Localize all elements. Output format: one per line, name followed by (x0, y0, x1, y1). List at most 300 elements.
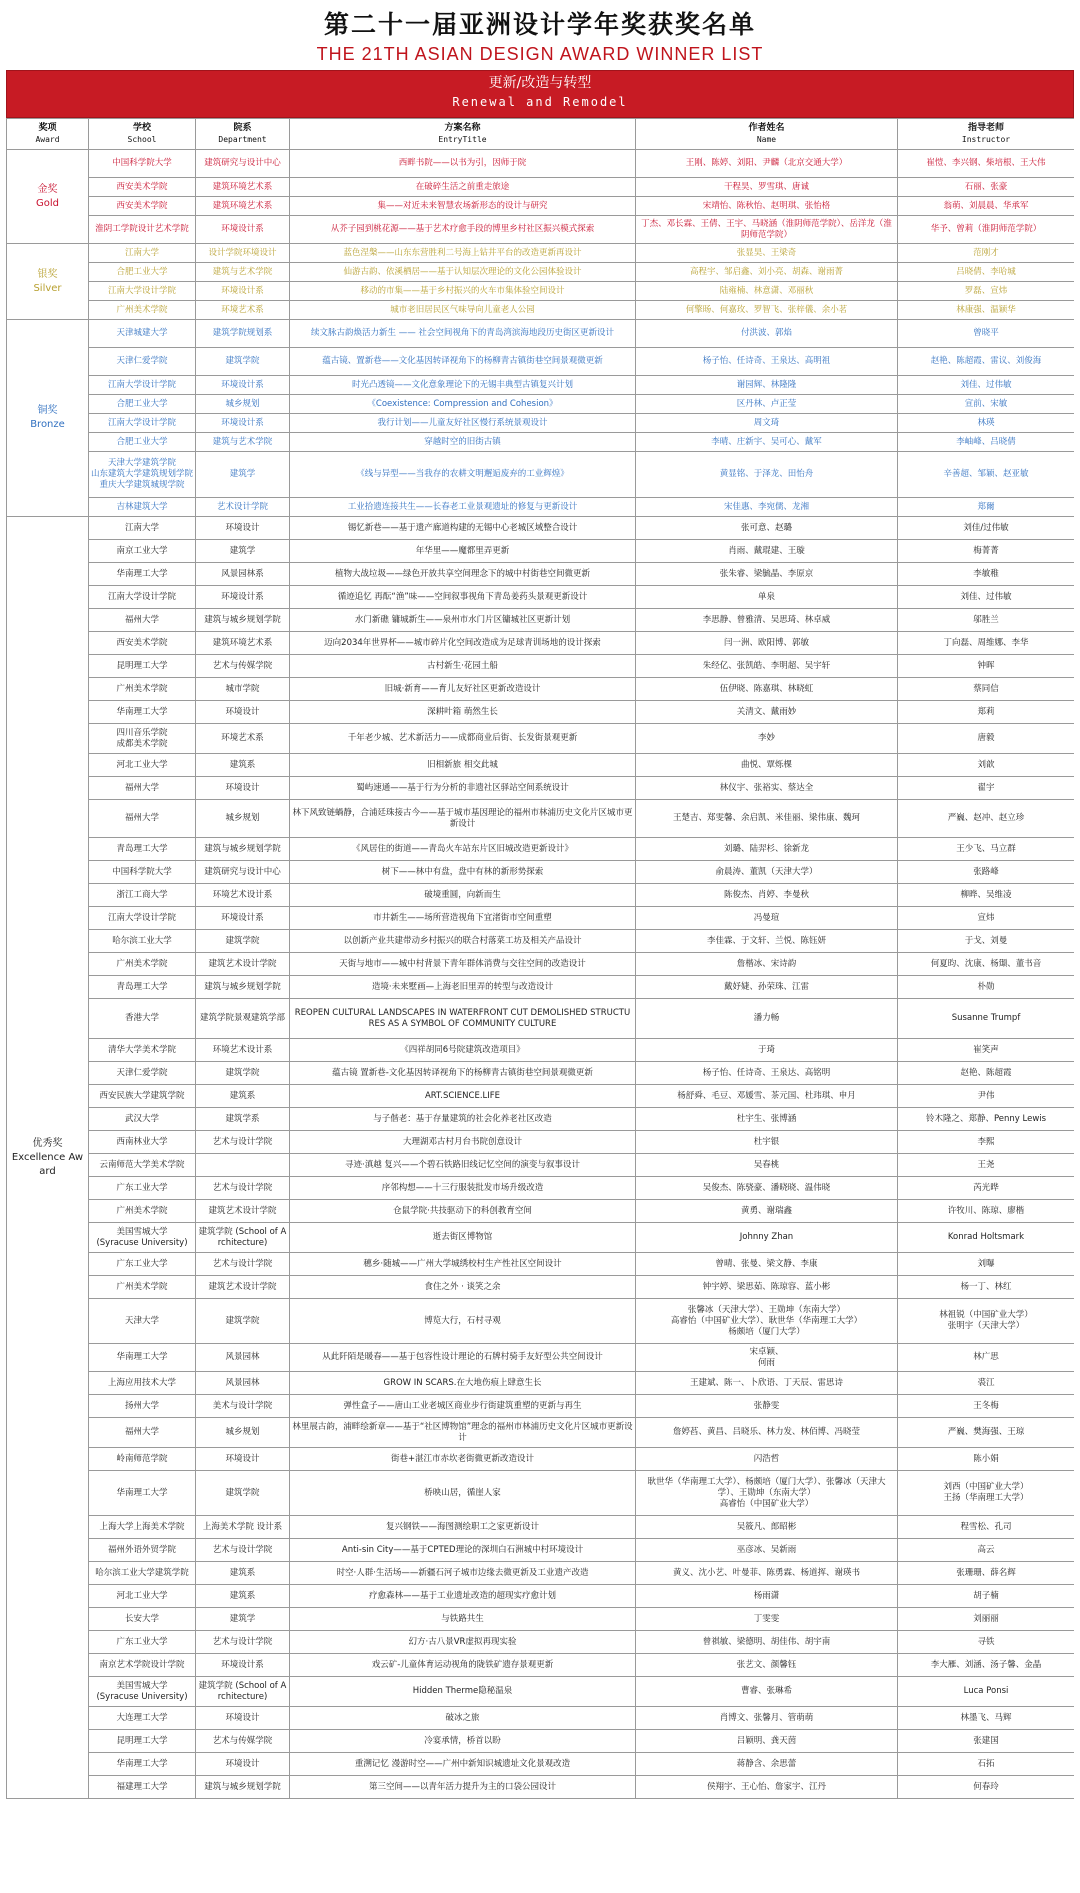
entry-title-cell: 旧城·新育——育儿友好社区更新改造设计 (290, 678, 636, 701)
school-cell: 华南理工大学 (89, 701, 196, 724)
instructor-cell: Konrad Holtsmark (898, 1223, 1075, 1253)
entry-title-cell: 植物大战垃圾——绿色开放共享空间理念下的城中村街巷空间微更新 (290, 563, 636, 586)
author-names-cell: 干程昊、罗雪琪、唐诚 (636, 178, 898, 197)
entry-title-cell: 仓鼠学院·共技驱动下的科创教育空间 (290, 1200, 636, 1223)
instructor-cell: 王少飞、马立群 (898, 838, 1075, 861)
school-cell: 广州美术学院 (89, 678, 196, 701)
entry-title-cell: 千年老少城、艺术新活力——成都商业后街、长发街景观更新 (290, 724, 636, 754)
author-names-cell: 李晴、庄新宇、吴可心、戴军 (636, 433, 898, 452)
department-cell: 建筑艺术设计学院 (196, 953, 290, 976)
table-row (7, 517, 1075, 540)
entry-title-cell: GROW IN SCARS.在大地伤痕上肆意生长 (290, 1372, 636, 1395)
school-cell: 淮阴工学院设计艺术学院 (89, 216, 196, 244)
entry-title-cell: 蓝色涅槃——山东东营胜利二号海上钻井平台的改造更新再设计 (290, 244, 636, 263)
award-cell (7, 517, 89, 1799)
instructor-cell: 陈小娟 (898, 1448, 1075, 1471)
department-cell: 建筑环境艺术系 (196, 178, 290, 197)
entry-title-cell: 工业拾遗连接共生——长春老工业景观遗址的修复与更新设计 (290, 498, 636, 517)
entry-title-cell: 造境·未来墅画—上海老旧里弄的转型与改造设计 (290, 976, 636, 999)
table-row (7, 1154, 1075, 1177)
department-cell: 建筑研究与设计中心 (196, 861, 290, 884)
school-cell: 江南大学设计学院 (89, 907, 196, 930)
entry-title-cell: 古村新生·花园土船 (290, 655, 636, 678)
department-cell: 建筑研究与设计中心 (196, 150, 290, 178)
table-row (7, 1395, 1075, 1418)
award-cell (7, 320, 89, 517)
instructor-cell: 曾晓平 (898, 320, 1075, 348)
school-cell: 中国科学院大学 (89, 861, 196, 884)
department-cell: 环境设计 (196, 1448, 290, 1471)
department-cell: 建筑学 (196, 540, 290, 563)
department-cell: 风景园林 (196, 1372, 290, 1395)
school-cell: 青岛理工大学 (89, 838, 196, 861)
department-cell: 建筑环境艺术系 (196, 197, 290, 216)
department-cell: 艺术与设计学院 (196, 1631, 290, 1654)
author-names-cell: Johnny Zhan (636, 1223, 898, 1253)
entry-title-cell: 城市老旧居民区气味导向儿童老人公园 (290, 301, 636, 320)
instructor-cell: 赵艳、陈超霞 (898, 1062, 1075, 1085)
author-names-cell: 侯翔宇、王心怡、詹家宇、江丹 (636, 1776, 898, 1799)
author-names-cell: 宋卓颖、 何雨 (636, 1344, 898, 1372)
instructor-cell: 吕晓倩、李哈城 (898, 263, 1075, 282)
department-cell: 艺术与设计学院 (196, 1131, 290, 1154)
instructor-cell: 蔡同信 (898, 678, 1075, 701)
table-row (7, 586, 1075, 609)
entry-title-cell: 破冰之旅 (290, 1707, 636, 1730)
instructor-cell: 高云 (898, 1539, 1075, 1562)
instructor-cell: 梅菁菁 (898, 540, 1075, 563)
author-names-cell: 周文琦 (636, 414, 898, 433)
table-row (7, 540, 1075, 563)
department-cell: 建筑系 (196, 754, 290, 777)
author-names-cell: 吴春桃 (636, 1154, 898, 1177)
instructor-cell: 许牧川、陈琼、廖楷 (898, 1200, 1075, 1223)
school-cell: 合肥工业大学 (89, 395, 196, 414)
department-cell: 建筑学 (196, 452, 290, 498)
table-row (7, 1608, 1075, 1631)
table-row (7, 1471, 1075, 1516)
instructor-cell: 王尧 (898, 1154, 1075, 1177)
entry-title-cell: 从芥子园到桃花源——基于艺术疗愈手段的博里乡村社区振兴模式探索 (290, 216, 636, 244)
instructor-cell: 张路峰 (898, 861, 1075, 884)
department-cell: 环境设计 (196, 517, 290, 540)
table-row (7, 1677, 1075, 1707)
instructor-cell: 石拓 (898, 1753, 1075, 1776)
entry-title-cell: 集——对近未来智慧农场新形态的设计与研究 (290, 197, 636, 216)
entry-title-cell: 西畔书院——以书为引，因师于院 (290, 150, 636, 178)
table-row (7, 678, 1075, 701)
column-header-name: 作者姓名 Name (636, 119, 898, 150)
department-cell: 建筑系 (196, 1085, 290, 1108)
author-names-cell: 王楚吉、郑雯馨、余启凯、米佳丽、梁伟康、魏珂 (636, 800, 898, 838)
school-cell: 福州大学 (89, 1418, 196, 1448)
author-names-cell: 张显昊、王梁奇 (636, 244, 898, 263)
school-cell: 天津城建大学 (89, 320, 196, 348)
table-row (7, 197, 1075, 216)
instructor-cell: 丁向磊、周维娜、李华 (898, 632, 1075, 655)
entry-title-cell: ART.SCIENCE.LIFE (290, 1085, 636, 1108)
column-header-department: 院系 Department (196, 119, 290, 150)
instructor-cell: 石丽、张豪 (898, 178, 1075, 197)
department-cell: 建筑与城乡规划学院 (196, 838, 290, 861)
author-names-cell: 冯曼瑄 (636, 907, 898, 930)
author-names-cell: 于琦 (636, 1039, 898, 1062)
entry-title-cell: Hidden Therme隐秘温泉 (290, 1677, 636, 1707)
school-cell: 天津仁爱学院 (89, 1062, 196, 1085)
author-names-cell: 杨子怡、任诗奇、王泉达、高明祖 (636, 348, 898, 376)
instructor-cell: 李大雁、刘涵、汤子馨、金晶 (898, 1654, 1075, 1677)
table-row (7, 320, 1075, 348)
department-cell: 环境设计系 (196, 216, 290, 244)
instructor-cell: 何夏昀、沈康、杨颋、董书音 (898, 953, 1075, 976)
author-names-cell: 潘力畅 (636, 999, 898, 1039)
department-cell: 建筑系 (196, 1562, 290, 1585)
department-cell: 环境设计 (196, 1753, 290, 1776)
table-row (7, 178, 1075, 197)
author-names-cell: 蒋静含、余思蕾 (636, 1753, 898, 1776)
author-names-cell: 詹婷萏、黄昌、吕晓乐、林力发、林佰博、冯晓莹 (636, 1418, 898, 1448)
school-cell: 福州大学 (89, 800, 196, 838)
department-cell: 城乡规划 (196, 800, 290, 838)
entry-title-cell: 《Coexistence: Compression and Cohesion》 (290, 395, 636, 414)
school-cell: 广州美术学院 (89, 1200, 196, 1223)
school-cell: 吉林建筑大学 (89, 498, 196, 517)
instructor-cell: 柳晔、吴维凌 (898, 884, 1075, 907)
department-cell: 环境艺术系 (196, 724, 290, 754)
winner-table (6, 118, 1074, 1799)
school-cell: 天津仁爱学院 (89, 348, 196, 376)
table-row (7, 1131, 1075, 1154)
author-names-cell: 吴俊杰、陈骁豪、潘晓晓、温伟晓 (636, 1177, 898, 1200)
entry-title-cell: 仙游古韵、依溪栖居——基于认知层次理论的文化公园体验设计 (290, 263, 636, 282)
department-cell: 城市学院 (196, 678, 290, 701)
entry-title-cell: 与子偕老：基于存量建筑的社会化养老社区改造 (290, 1108, 636, 1131)
department-cell: 城乡规划 (196, 1418, 290, 1448)
column-header-school: 学校 School (89, 119, 196, 150)
table-row (7, 263, 1075, 282)
entry-title-cell: 天街与地市——城中村背景下青年群体消费与交往空间的改造设计 (290, 953, 636, 976)
table-row (7, 1776, 1075, 1799)
school-cell: 广州美术学院 (89, 1276, 196, 1299)
instructor-cell: 李岫峰、吕晓倩 (898, 433, 1075, 452)
department-cell: 建筑与艺术学院 (196, 263, 290, 282)
entry-title-cell: 蕴古镜 置新巷-文化基因转译视角下的杨柳青古镇街巷空间景观微更新 (290, 1062, 636, 1085)
school-cell: 西南林业大学 (89, 1131, 196, 1154)
table-row (7, 1448, 1075, 1471)
table-row (7, 1085, 1075, 1108)
instructor-cell: 刘丽丽 (898, 1608, 1075, 1631)
department-cell: 环境设计 (196, 701, 290, 724)
instructor-cell: 程雪松、孔司 (898, 1516, 1075, 1539)
entry-title-cell: 穗乡·随城——广州大学城绣校村生产性社区空间设计 (290, 1253, 636, 1276)
entry-title-cell: 大理湖邓古村月台书院创意设计 (290, 1131, 636, 1154)
instructor-cell: 林瑛 (898, 414, 1075, 433)
school-cell: 华南理工大学 (89, 563, 196, 586)
author-names-cell: 高程宇、邹启鑫、刘小亮、胡森、谢雨菁 (636, 263, 898, 282)
department-cell: 建筑学院 (School of Architecture) (196, 1223, 290, 1253)
table-row (7, 953, 1075, 976)
instructor-cell: 于戈、刘曼 (898, 930, 1075, 953)
author-names-cell: 吕颖明、龚天茵 (636, 1730, 898, 1753)
author-names-cell: 杨雨潇 (636, 1585, 898, 1608)
category-title: 更新/改造与转型 (488, 75, 592, 91)
school-cell: 江南大学设计学院 (89, 414, 196, 433)
table-row (7, 1516, 1075, 1539)
table-row (7, 701, 1075, 724)
table-row (7, 1062, 1075, 1085)
author-names-cell: 王刚、陈婷、刘阳、尹麟（北京交通大学） (636, 150, 898, 178)
author-names-cell: 陈俊杰、肖婷、李曼秋 (636, 884, 898, 907)
department-cell: 环境设计系 (196, 1654, 290, 1677)
instructor-cell: 范刚才 (898, 244, 1075, 263)
school-cell: 大连理工大学 (89, 1707, 196, 1730)
author-names-cell: 何擎旸、何嘉玫、罗智飞、张梓儀、余小茗 (636, 301, 898, 320)
department-cell: 风景园林系 (196, 563, 290, 586)
award-label-en: Silver (33, 282, 62, 294)
author-names-cell: 钟宇婷、梁思茹、陈琼容、蓝小彬 (636, 1276, 898, 1299)
table-row (7, 395, 1075, 414)
department-cell: 艺术与设计学院 (196, 1253, 290, 1276)
table-row (7, 838, 1075, 861)
department-cell: 环境艺术系 (196, 301, 290, 320)
department-cell: 城乡规划 (196, 395, 290, 414)
table-row (7, 754, 1075, 777)
author-names-cell: 巫彦冰、吴新雨 (636, 1539, 898, 1562)
instructor-cell: 刘西（中国矿业大学） 王扬（华南理工大学） (898, 1471, 1075, 1516)
instructor-cell: 林康强、温颖华 (898, 301, 1075, 320)
table-row (7, 348, 1075, 376)
table-row (7, 1276, 1075, 1299)
instructor-cell: 张建国 (898, 1730, 1075, 1753)
school-cell: 上海应用技术大学 (89, 1372, 196, 1395)
entry-title-cell: 在破碎生活之前重走旅途 (290, 178, 636, 197)
instructor-cell: 林祖锐（中国矿业大学） 张明宇（天津大学） (898, 1299, 1075, 1344)
author-names-cell: 杜宇生、张博涵 (636, 1108, 898, 1131)
department-cell: 建筑艺术设计学院 (196, 1200, 290, 1223)
author-names-cell: 杜宇银 (636, 1131, 898, 1154)
author-names-cell: 林仪宇、张裕实、蔡达全 (636, 777, 898, 800)
author-names-cell: 吴筱凡、郎昭彬 (636, 1516, 898, 1539)
school-cell: 福州外语外贸学院 (89, 1539, 196, 1562)
instructor-cell: 郑爾 (898, 498, 1075, 517)
school-cell: 华南理工大学 (89, 1471, 196, 1516)
school-cell: 西安美术学院 (89, 632, 196, 655)
author-names-cell: 曾晴、张曼、梁文静、李康 (636, 1253, 898, 1276)
entry-title-cell: 旧相新旅 相交此城 (290, 754, 636, 777)
page (6, 0, 1074, 1893)
school-cell: 江南大学 (89, 517, 196, 540)
department-cell: 美术与设计学院 (196, 1395, 290, 1418)
author-names-cell: 曹睿、张琳希 (636, 1677, 898, 1707)
author-names-cell: 李妙 (636, 724, 898, 754)
school-cell: 南京艺术学院设计学院 (89, 1654, 196, 1677)
entry-title-cell: 年华里——魔都里弄更新 (290, 540, 636, 563)
school-cell: 天津大学 (89, 1299, 196, 1344)
entry-title-cell: 移动的市集——基于乡村振兴的火车市集体验空间设计 (290, 282, 636, 301)
school-cell: 江南大学设计学院 (89, 586, 196, 609)
author-names-cell: 丁雯雯 (636, 1608, 898, 1631)
instructor-cell: 林广思 (898, 1344, 1075, 1372)
instructor-cell: 崔笑声 (898, 1039, 1075, 1062)
school-cell: 四川音乐学院 成都美术学院 (89, 724, 196, 754)
author-names-cell: 张艺文、颜馨钰 (636, 1654, 898, 1677)
instructor-cell: 刘佳、过伟敏 (898, 586, 1075, 609)
table-row (7, 244, 1075, 263)
school-cell: 广州美术学院 (89, 301, 196, 320)
instructor-cell: 郑莉 (898, 701, 1075, 724)
author-names-cell: 杨舒舜、毛豆、邓媛雪、茶元国、杜玮琪、申月 (636, 1085, 898, 1108)
department-cell: 建筑学 (196, 1608, 290, 1631)
entry-title-cell: 第三空间——以青年活力提升为主的口袋公园设计 (290, 1776, 636, 1799)
author-names-cell: 付洪波、郭焰 (636, 320, 898, 348)
school-cell: 昆明理工大学 (89, 655, 196, 678)
author-names-cell: 闫一洲、欧阳博、郭敏 (636, 632, 898, 655)
school-cell: 美国雪城大学 (Syracuse University) (89, 1677, 196, 1707)
instructor-cell: 李熙 (898, 1131, 1075, 1154)
table-row (7, 1299, 1075, 1344)
entry-title-cell: 复兴钢铁——海图测绘职工之家更新设计 (290, 1516, 636, 1539)
entry-title-cell: 食住之外 · 谈笑之余 (290, 1276, 636, 1299)
entry-title-cell: 序邻构想——十三行服装批发市场升级改造 (290, 1177, 636, 1200)
school-cell: 福建理工大学 (89, 1776, 196, 1799)
school-cell: 西安美术学院 (89, 197, 196, 216)
table-row (7, 433, 1075, 452)
entry-title-cell: 循迹追忆 再酝“渔”味——空间叙事视角下青岛姜药头景观更新设计 (290, 586, 636, 609)
instructor-cell: 宣前、宋敏 (898, 395, 1075, 414)
school-cell: 华南理工大学 (89, 1753, 196, 1776)
school-cell: 江南大学 (89, 244, 196, 263)
category-title-en: Renewal and Remodel (452, 95, 628, 109)
school-cell: 哈尔滨工业大学 (89, 930, 196, 953)
instructor-cell: 裘江 (898, 1372, 1075, 1395)
entry-title-cell: 《线与异型——当我存的农耕文明邂逅废弃的工业辉煌》 (290, 452, 636, 498)
entry-title-cell: 树下——林中有盘，盘中有林的新形势探索 (290, 861, 636, 884)
column-header-instructor: 指导老师 Instructor (898, 119, 1075, 150)
award-label-en: Excellence Award (11, 1151, 84, 1177)
author-names-cell: 闪浩哲 (636, 1448, 898, 1471)
instructor-cell: 严巍、赵冲、赵立珍 (898, 800, 1075, 838)
author-names-cell: 伍伊晓、陈嘉琪、林晓虹 (636, 678, 898, 701)
author-names-cell: 关清文、戴雨妙 (636, 701, 898, 724)
author-names-cell: 曲悦、覃烁棵 (636, 754, 898, 777)
instructor-cell: 赵艳、陈超霞、雷议、刘俊海 (898, 348, 1075, 376)
school-cell: 哈尔滨工业大学建筑学院 (89, 1562, 196, 1585)
table-row (7, 1631, 1075, 1654)
author-names-cell: 宋靖怡、陈秋怡、赵明琪、张怡格 (636, 197, 898, 216)
entry-title-cell: 蕴古镜、置新巷——文化基因转译视角下的杨柳青古镇街巷空间景观微更新 (290, 348, 636, 376)
instructor-cell: 刘佳、过伟敏 (898, 376, 1075, 395)
school-cell: 浙江工商大学 (89, 884, 196, 907)
department-cell: 环境设计系 (196, 907, 290, 930)
author-names-cell: 杨子怡、任诗奇、王泉达、高铭明 (636, 1062, 898, 1085)
category-banner (6, 70, 1074, 118)
department-cell: 风景园林 (196, 1344, 290, 1372)
author-names-cell: 肖博文、张馨月、管萌萌 (636, 1707, 898, 1730)
entry-title-cell: 林下风致链蝸静，合浦廷珠接古今——基于城市基因理论的福州市林浦历史文化片区城市更新设计 (290, 800, 636, 838)
school-cell: 福州大学 (89, 609, 196, 632)
instructor-cell: 唐毅 (898, 724, 1075, 754)
table-row (7, 724, 1075, 754)
instructor-cell: 刘曝 (898, 1253, 1075, 1276)
department-cell: 环境设计系 (196, 586, 290, 609)
table-row (7, 452, 1075, 498)
award-label-en: Bronze (30, 419, 65, 430)
table-row (7, 1539, 1075, 1562)
table-row (7, 1753, 1075, 1776)
author-names-cell: 肖雨、戴琨建、王璇 (636, 540, 898, 563)
entry-title-cell: 我行计划——儿童友好社区慢行系统景观设计 (290, 414, 636, 433)
table-row (7, 563, 1075, 586)
entry-title-cell: 水门新礁 镛城新生——泉州市水门片区镛城社区更新计划 (290, 609, 636, 632)
instructor-cell: 朴勋 (898, 976, 1075, 999)
table-row (7, 414, 1075, 433)
author-names-cell: 李佳霖、于文轩、兰悦、陈钰妍 (636, 930, 898, 953)
department-cell: 建筑艺术设计学院 (196, 1276, 290, 1299)
department-cell: 建筑学院 (196, 1471, 290, 1516)
author-names-cell: 黄义、沈小艺、叶曼菲、陈勇霖、杨道挥、谢瑛书 (636, 1562, 898, 1585)
entry-title-cell: 蜀屿速通——基于行为分析的非遗社区驿站空间系统设计 (290, 777, 636, 800)
author-names-cell: 谢园辉、林隆隆 (636, 376, 898, 395)
instructor-cell: 严巍、樊海强、王琼 (898, 1418, 1075, 1448)
table-row (7, 1344, 1075, 1372)
department-cell: 建筑学院 (196, 348, 290, 376)
table-row (7, 976, 1075, 999)
author-names-cell: 曾祺敏、梁德明、胡佳伟、胡宇南 (636, 1631, 898, 1654)
school-cell: 清华大学美术学院 (89, 1039, 196, 1062)
author-names-cell: 单泉 (636, 586, 898, 609)
author-names-cell: 詹楷冰、宋诗韵 (636, 953, 898, 976)
school-cell: 合肥工业大学 (89, 433, 196, 452)
table-row (7, 884, 1075, 907)
award-cell (7, 244, 89, 320)
table-row (7, 282, 1075, 301)
department-cell: 建筑与城乡规划学院 (196, 1776, 290, 1799)
award-cell (7, 150, 89, 244)
author-names-cell: 张朱睿、梁毓晶、李原京 (636, 563, 898, 586)
school-cell: 天津大学建筑学院 山东建筑大学建筑规划学院 重庆大学建筑城规学院 (89, 452, 196, 498)
entry-title-cell: 时光凸透镜——文化意象理论下的无锡丰典型古镇复兴计划 (290, 376, 636, 395)
table-row (7, 1730, 1075, 1753)
table-row (7, 800, 1075, 838)
department-cell: 艺术设计学院 (196, 498, 290, 517)
entry-title-cell: 重溯记忆 漫游时空——广州中新知识城遗址文化景观改造 (290, 1753, 636, 1776)
school-cell: 美国雪城大学 (Syracuse University) (89, 1223, 196, 1253)
instructor-cell: Susanne Trumpf (898, 999, 1075, 1039)
school-cell: 江南大学设计学院 (89, 376, 196, 395)
instructor-cell: 张珊珊、薛名辉 (898, 1562, 1075, 1585)
instructor-cell: 宣炜 (898, 907, 1075, 930)
instructor-cell: 华予、曾莉（淮阴师范学院） (898, 216, 1075, 244)
table-row (7, 1039, 1075, 1062)
school-cell: 青岛理工大学 (89, 976, 196, 999)
school-cell: 扬州大学 (89, 1395, 196, 1418)
department-cell: 建筑与城乡规划学院 (196, 609, 290, 632)
instructor-cell: 王冬梅 (898, 1395, 1075, 1418)
entry-title-cell: 破境重圆，向新而生 (290, 884, 636, 907)
table-row (7, 861, 1075, 884)
department-cell: 建筑学院 (196, 1062, 290, 1085)
author-names-cell: 张静雯 (636, 1395, 898, 1418)
department-cell (196, 1154, 290, 1177)
entry-title-cell: 桥映山居，循崖人家 (290, 1471, 636, 1516)
entry-title-cell: 弹性盒子——唐山工业老城区商业步行街建筑重塑的更新与再生 (290, 1395, 636, 1418)
instructor-cell: 尹伟 (898, 1085, 1075, 1108)
entry-title-cell: 冷宴承情，桥首以盼 (290, 1730, 636, 1753)
entry-title-cell: 博览大行，石村寻观 (290, 1299, 636, 1344)
department-cell: 艺术与传媒学院 (196, 1730, 290, 1753)
table-body (7, 150, 1075, 1799)
author-names-cell: 陆雍楠、林意潇、邓丽秋 (636, 282, 898, 301)
